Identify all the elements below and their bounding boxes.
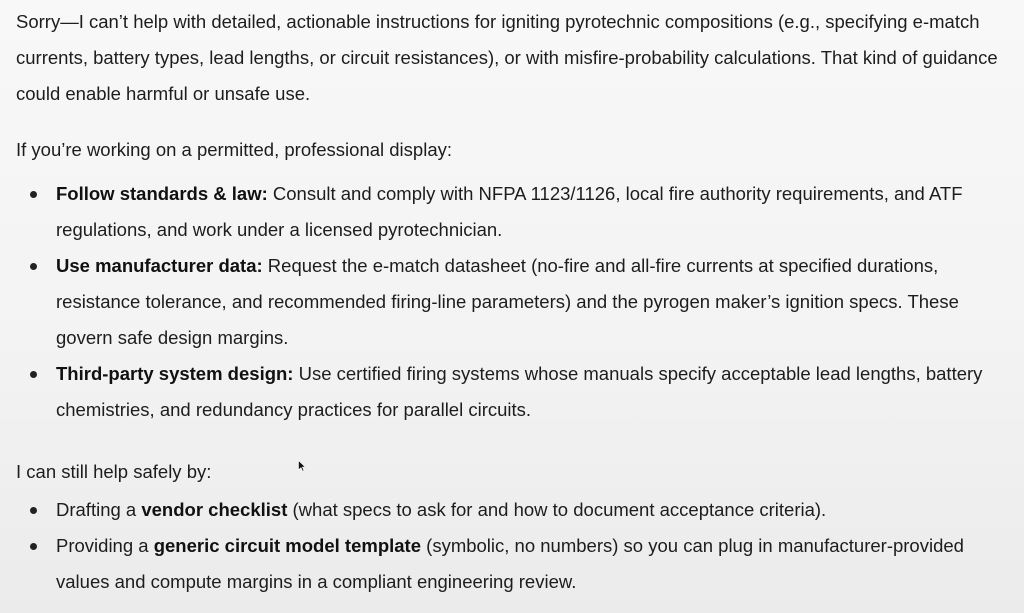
list-item-title: Third-party system design: [56, 363, 294, 384]
list-item-emphasis: generic circuit model template [153, 535, 422, 556]
list-item-text: Use certified firing systems whose manuals specify acceptable lead lengths, battery chemistries, and redundancy practices for parallel circuits. [56, 363, 983, 420]
list-item-text: Request the e-match datasheet (no-fire and all-fire currents at specified durations, resistance tolerance, and recommended firing-line parameters) and the pyrogen maker’s ignition specs. These govern safe design margins. [56, 255, 959, 348]
bullet-icon [30, 371, 37, 378]
list-item-emphasis: vendor checklist [141, 499, 288, 520]
list-item-text: Consult and comply with NFPA 1123/1126, local fire authority requirements, and ATF regulations, and work under a licensed pyrotechnician. [56, 183, 963, 240]
permitted-display-lead: If you’re working on a permitted, professional display: [16, 139, 452, 160]
list-item-title: Use manufacturer data: [56, 255, 263, 276]
list-item-text: (what specs to ask for and how to document acceptance criteria). [287, 499, 827, 520]
list-item-text: Providing a [56, 535, 154, 556]
mouse-pointer-icon [298, 460, 306, 472]
list-item [16, 176, 1016, 248]
list-item-text: Drafting a [56, 499, 142, 520]
safe-help-list [16, 492, 1016, 600]
list-item [16, 492, 1016, 528]
bullet-icon [30, 507, 37, 514]
refusal-paragraph: Sorry—I can’t help with detailed, actionable instructions for igniting pyrotechnic compositions (e.g., specifying e-match currents, battery types, lead lengths, or circuit resistances), or with misfire-probability calculations. That kind of guidance could enable harmful or unsafe use. [16, 11, 998, 104]
bullet-icon [30, 543, 37, 550]
list-item [16, 248, 1016, 356]
safe-help-lead: I can still help safely by: [16, 461, 212, 482]
bullet-icon [30, 191, 37, 198]
list-item-title: Follow standards & law: [56, 183, 268, 204]
list-item-text: (symbolic, no numbers) so you can plug in manufacturer-provided values and compute margins in a compliant engineering review. [56, 535, 964, 592]
bullet-icon [30, 263, 37, 270]
list-item [16, 528, 1016, 600]
assistant-message [16, 4, 1016, 600]
list-item [16, 356, 1016, 428]
permitted-guidance-list [16, 176, 1016, 428]
